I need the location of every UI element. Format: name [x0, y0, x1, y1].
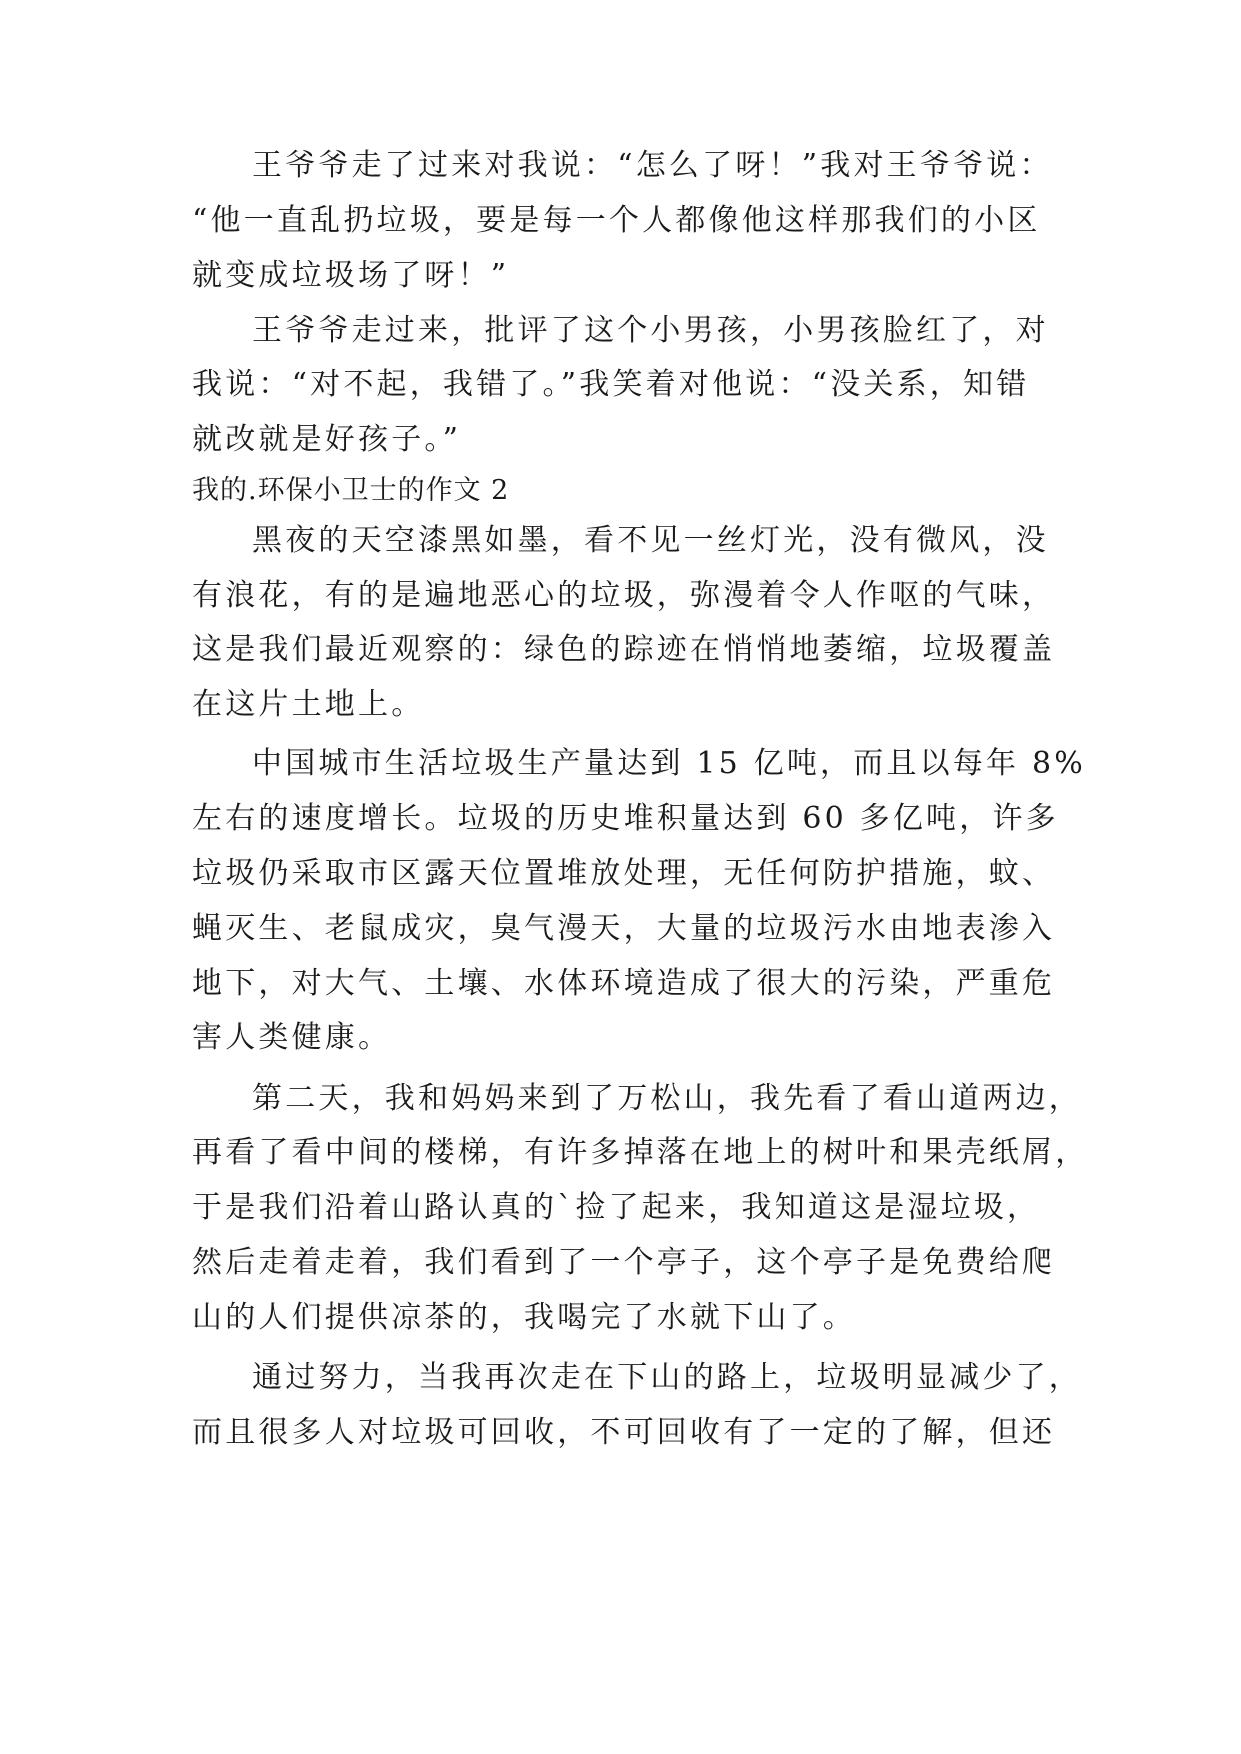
text-line: 垃圾仍采取市区露天位置堆放处理，无任何防护措施，蚊、 — [192, 856, 1056, 891]
text-line: 蝇灭生、老鼠成灾，臭气漫天，大量的垃圾污水由地表渗入 — [192, 911, 1056, 946]
text-line: 在这片土地上。 — [192, 687, 425, 722]
text-line: 有浪花，有的是遍地恶心的垃圾，弥漫着令人作呕的气味， — [192, 578, 1056, 613]
text-line: 再看了看中间的楼梯，有许多掉落在地上的树叶和果壳纸屑， — [192, 1135, 1089, 1170]
text-line: 然后走着走着，我们看到了一个亭子，这个亭子是免费给爬 — [192, 1245, 1056, 1280]
text-line: 这是我们最近观察的：绿色的踪迹在悄悄地萎缩，垃圾覆盖 — [192, 632, 1056, 667]
text-line: “他一直乱扔垃圾，要是每一个人都像他这样那我们的小区 — [192, 203, 1041, 238]
text-line: 通过努力，当我再次走在下山的路上，垃圾明显减少了， — [252, 1360, 1082, 1395]
text-line: 王爷爷走过来，批评了这个小男孩，小男孩脸红了，对 — [252, 313, 1049, 348]
text-line: 王爷爷走了过来对我说：“怎么了呀！”我对王爷爷说： — [252, 148, 1053, 183]
text-line: 害人类健康。 — [192, 1020, 392, 1055]
text-line: 我说：“对不起，我错了。”我笑着对他说：“没关系，知错 — [192, 367, 1030, 402]
text-line: 黑夜的天空漆黑如墨，看不见一丝灯光，没有微风，没 — [252, 523, 1049, 558]
text-line: 地下，对大气、土壤、水体环境造成了很大的污染，严重危 — [192, 966, 1056, 1001]
text-line: 就变成垃圾场了呀！” — [192, 258, 510, 293]
text-line: 就改就是好孩子。” — [192, 422, 462, 457]
section-heading: 我的.环保小卫士的作文 2 — [192, 475, 510, 506]
text-line: 第二天，我和妈妈来到了万松山，我先看了看山道两边， — [252, 1081, 1082, 1116]
text-line: 山的人们提供凉茶的，我喝完了水就下山了。 — [192, 1300, 856, 1335]
text-line: 左右的速度增长。垃圾的历史堆积量达到 60 多亿吨，许多 — [192, 801, 1059, 836]
text-line: 中国城市生活垃圾生产量达到 15 亿吨，而且以每年 8% — [252, 746, 1086, 781]
text-line: 而且很多人对垃圾可回收，不可回收有了一定的了解，但还 — [192, 1415, 1056, 1450]
text-line: 于是我们沿着山路认真的`捡了起来，我知道这是湿垃圾， — [192, 1190, 1041, 1225]
